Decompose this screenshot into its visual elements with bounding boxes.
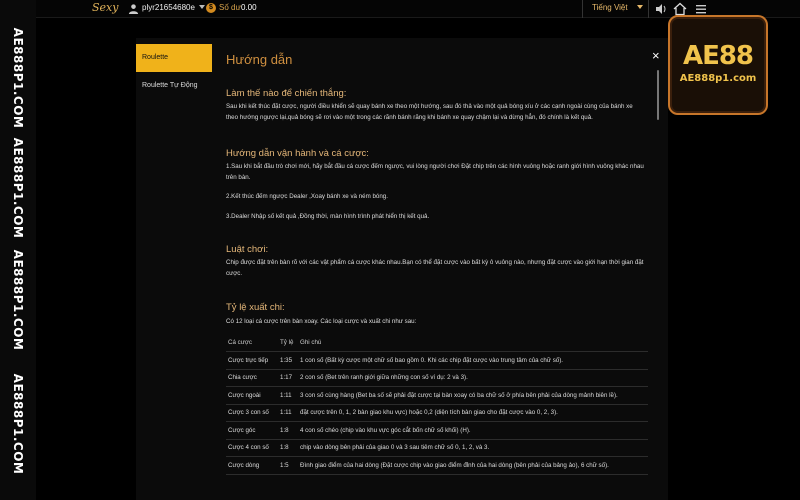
paragraph: Có 12 loại cá cược trên bàn xoay. Các loại cược và xuất chi như sau:: [226, 318, 417, 325]
watermark-text: AE888P1.COM: [11, 249, 25, 351]
divider: [582, 0, 583, 18]
sidebar: [136, 44, 212, 100]
home-icon[interactable]: [673, 2, 687, 16]
user-icon: [128, 3, 139, 14]
paragraph: 2.Kết thúc đếm ngược Dealer ,Xoay bánh xe và ném bóng.: [226, 193, 388, 200]
table-header: [226, 334, 648, 352]
watermark-text: AE888P1.COM: [11, 27, 25, 129]
bet-type: Cược dòng: [226, 457, 278, 475]
payout-ratio: 1:11: [278, 404, 298, 422]
chevron-down-icon[interactable]: [199, 5, 205, 9]
watermark-strip: [0, 0, 36, 500]
bet-type: Cược trực tiếp: [226, 352, 278, 370]
guide-modal: [136, 38, 668, 500]
bet-type: Cược ngoài: [226, 387, 278, 405]
language-select[interactable]: Tiếng Việt: [592, 3, 628, 12]
balance-label: Số dư: [219, 3, 241, 12]
bet-type: Cược góc: [226, 422, 278, 440]
divider: [648, 0, 649, 18]
sidebar-item-roulette[interactable]: Roulette: [136, 44, 212, 72]
column-header: Cá cược: [226, 334, 278, 352]
guide-content: [226, 38, 658, 500]
sidebar-item-auto-roulette[interactable]: Roulette Tự Động: [142, 82, 198, 89]
brand-logo: Sexy: [92, 1, 119, 14]
payout-ratio: 1:8: [278, 422, 298, 440]
payout-ratio: 1:17: [278, 369, 298, 387]
section-heading: Hướng dẫn vận hành và cá cược:: [226, 148, 369, 159]
watermark-text: AE888P1.COM: [11, 373, 25, 475]
balance-value: 0.00: [241, 3, 257, 12]
paragraph: Sau khi kết thúc đặt cược, người điều khiển sẽ quay bánh xe theo một hướng, sau đó thả vào một quả bóng xíu ở các cạnh ngoài cùng của bánh xe theo hướng ngược lại,quả bóng sẽ rơi vào một trong các rãnh bánh răng khi bánh xe quay chậm lại và dừng hẳn, đó chính là kết quả.: [226, 103, 633, 121]
ae88-logo: [668, 15, 768, 115]
logo-main-text: AE88: [682, 41, 754, 71]
table-row: [226, 422, 648, 440]
speaker-icon[interactable]: [654, 2, 668, 16]
chevron-down-icon[interactable]: [637, 5, 643, 9]
bet-note: 3 con số cùng hàng (Bet ba số sẽ phải đặt cược tại bàn xoay có ba chữ số ở phía bên phải của dòng mảnh biên lề).: [298, 387, 648, 405]
logo-sub-text: AE888p1.com: [679, 73, 757, 84]
menu-icon[interactable]: [694, 2, 708, 16]
table-row: [226, 439, 648, 457]
close-button[interactable]: ×: [652, 48, 660, 63]
bet-note: 4 con số chéo (chip vào khu vực góc cắt bốn chữ số khối) (H).: [298, 422, 648, 440]
bet-note: 2 con số (Bet trên ranh giới giữa những con số ví dụ: 2 và 3).: [298, 369, 648, 387]
table-row: [226, 387, 648, 405]
table-row: [226, 369, 648, 387]
paragraph: 1.Sau khi bắt đầu trò chơi mới, hãy bắt đầu cá cược đếm ngược, vui lòng người chơi Đặt chip trên các hình vuông hoặc ranh giới hình vuông khác nhau trên bàn.: [226, 163, 644, 181]
section-heading: Luật chơi:: [226, 244, 269, 255]
payout-ratio: 1:11: [278, 387, 298, 405]
section-heading: Tỷ lệ xuất chi:: [226, 302, 285, 313]
bet-type: Cược 3 con số: [226, 404, 278, 422]
bet-note: đặt cược trên 0, 1, 2 bàn giao khu vực) hoặc 0,2 (diện tích bàn giao cho đặt cược vào 0, 2, 3).: [298, 404, 648, 422]
table-row: [226, 457, 648, 475]
username[interactable]: plyr21654680e: [142, 3, 195, 12]
paragraph: 3.Dealer Nhập số kết quả ,Đồng thời, màn hình trình phát hiển thị kết quả.: [226, 213, 430, 220]
bet-note: Đình giao điểm của hai dòng (Đặt cược chip vào giao điểm đỉnh của hai dòng (bên phải của bảng ảo), 6 chữ số).: [298, 457, 648, 475]
table-row: [226, 352, 648, 370]
bet-type: Chia cược: [226, 369, 278, 387]
table-row: [226, 404, 648, 422]
payout-ratio: 1:8: [278, 439, 298, 457]
bet-type: Cược 4 con số: [226, 439, 278, 457]
coin-icon: $: [206, 3, 216, 13]
payout-ratio: 1:35: [278, 352, 298, 370]
column-header: Tỷ lệ: [278, 334, 298, 352]
watermark-text: AE888P1.COM: [11, 137, 25, 239]
payout-table: [226, 334, 648, 475]
page-title: Hướng dẫn: [226, 52, 293, 67]
bet-note: chip vào dòng bên phải của giao 0 và 3 sau tiêm chữ số 0, 1, 2, và 3.: [298, 439, 648, 457]
section-heading: Làm thế nào để chiến thắng:: [226, 88, 347, 99]
paragraph: Chip được đặt trên bàn rõ với các vật phẩm cá cược khác nhau.Bạn có thể đặt cược vào bất kỳ ô vuông nào, nhưng đặt cược vào giới hạn thời gian đặt cược.: [226, 259, 644, 277]
column-header: Ghi chú: [298, 334, 648, 352]
bet-note: 1 con số (Bất kỳ cược một chữ số bao gồm 0. Khi các chip đặt cược vào trung tâm của chữ số).: [298, 352, 648, 370]
payout-ratio: 1:5: [278, 457, 298, 475]
